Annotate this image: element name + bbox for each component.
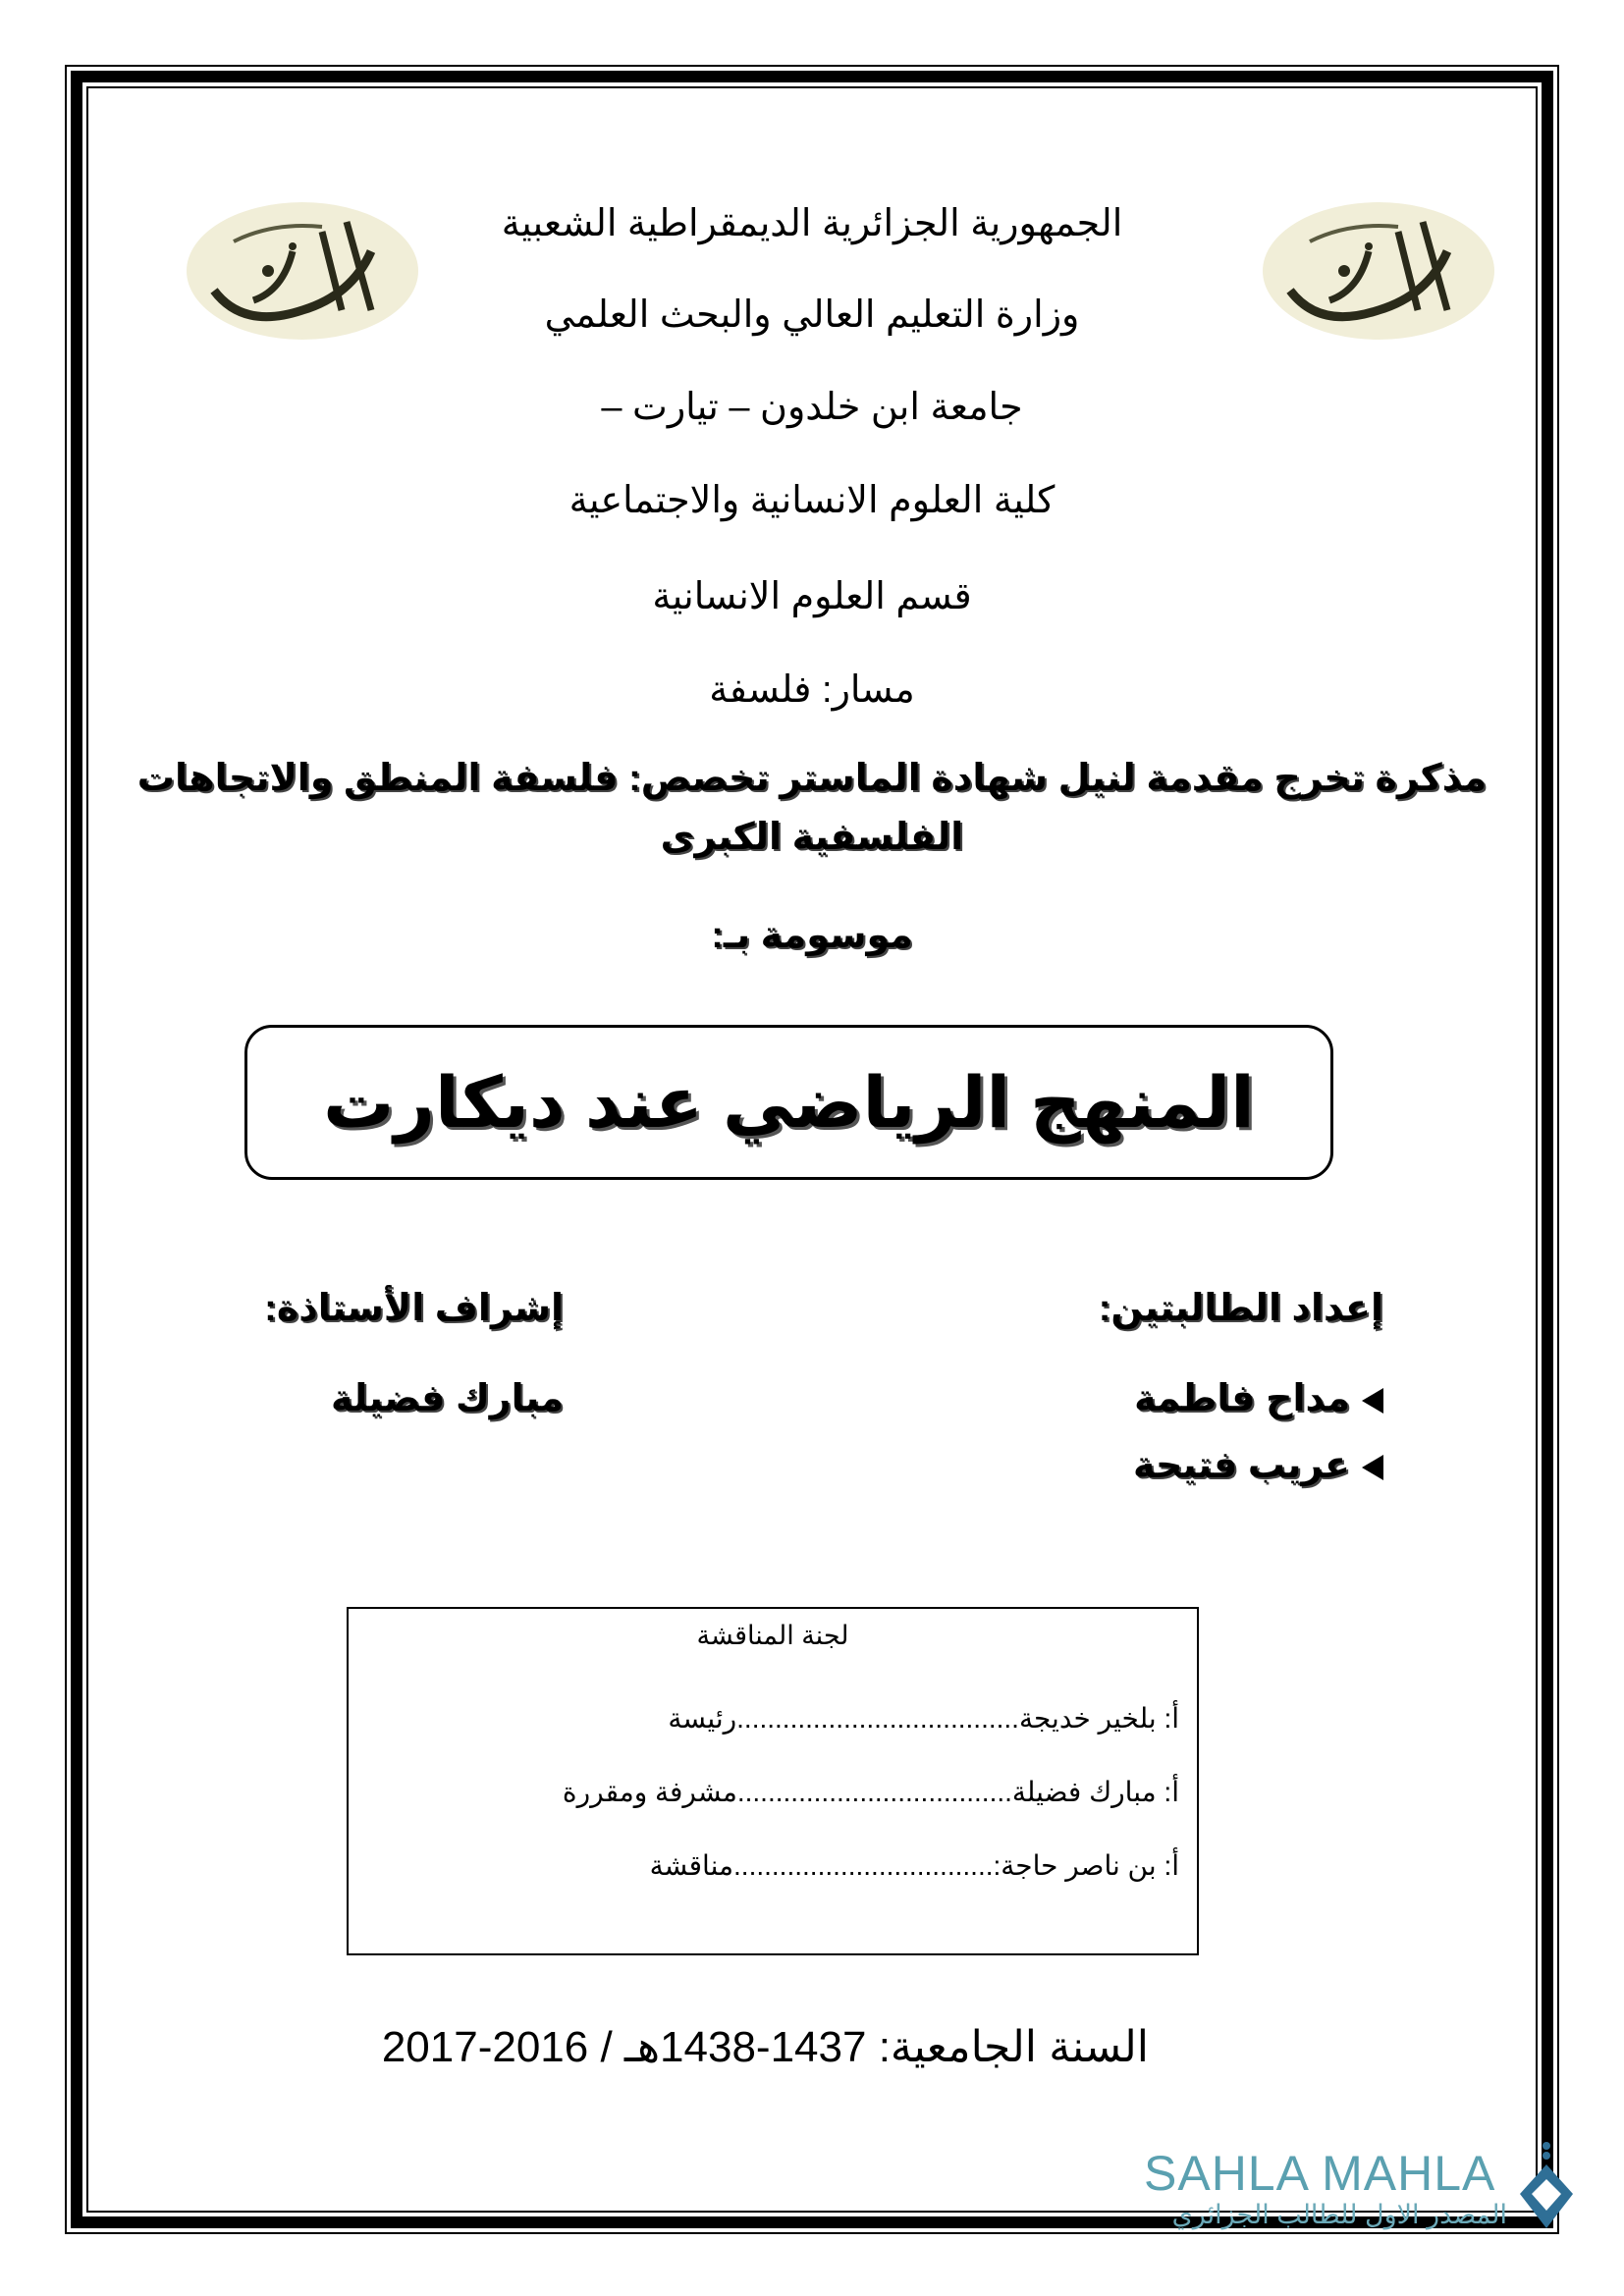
author-name: عريب فتيحة [1133,1445,1350,1486]
supervisor-name: مبارك فضيلة [331,1378,564,1419]
thesis-title: المنهج الرياضي عند ديكارت [323,1064,1255,1143]
authors-label: إعداد الطالبتين: [1098,1288,1383,1329]
supervisor-label: إشراف الأستاذة: [264,1288,564,1329]
faculty-heading: كلية العلوم الانسانية والاجتماعية [568,480,1056,521]
track-heading: مسار: فلسفة [709,669,915,711]
calligraphy-logo-icon [1512,2140,1581,2238]
titled-by-label: موسومة بـ: [711,915,913,956]
author-name: مداح فاطمة [1134,1378,1350,1419]
author-item [1133,1443,1383,1487]
committee-title: لجنة المناقشة [696,1621,849,1650]
thesis-title-box [244,1025,1333,1180]
university-heading: جامعة ابن خلدون – تيارت – [601,387,1023,428]
bullet-arrow-icon [1362,1455,1383,1480]
watermark-tagline: المصدر الاول للطالب الجزائري [1171,2200,1507,2229]
ministry-heading: وزارة التعليم العالي والبحث العلمي [544,294,1080,336]
committee-member: أ: مبارك فضيلة....................................مشرفة ومقررة [562,1777,1179,1807]
committee-box [347,1607,1199,1955]
department-heading: قسم العلوم الانسانية [652,576,972,617]
author-item [1134,1376,1383,1420]
watermark-brand: SAHLA MAHLA [1144,2146,1496,2201]
thesis-description-cont: الفلسفية الكبرى [660,817,964,858]
committee-member: أ: بلخير خديجة.....................................رئيسة [668,1703,1179,1734]
committee-member: أ: بن ناصر حاجة:..................................مناقشة [649,1850,1179,1881]
republic-heading: الجمهورية الجزائرية الديمقراطية الشعبية [501,203,1123,244]
bullet-arrow-icon [1362,1388,1383,1414]
sahla-mahla-watermark [1144,2145,1576,2233]
academic-year: السنة الجامعية: 1437-1438هـ / 2016-2017 [381,2023,1149,2071]
thesis-description: مذكرة تخرج مقدمة لنيل شهادة الماستر تخصص: فلسفة المنطق والاتجاهات [136,758,1488,799]
